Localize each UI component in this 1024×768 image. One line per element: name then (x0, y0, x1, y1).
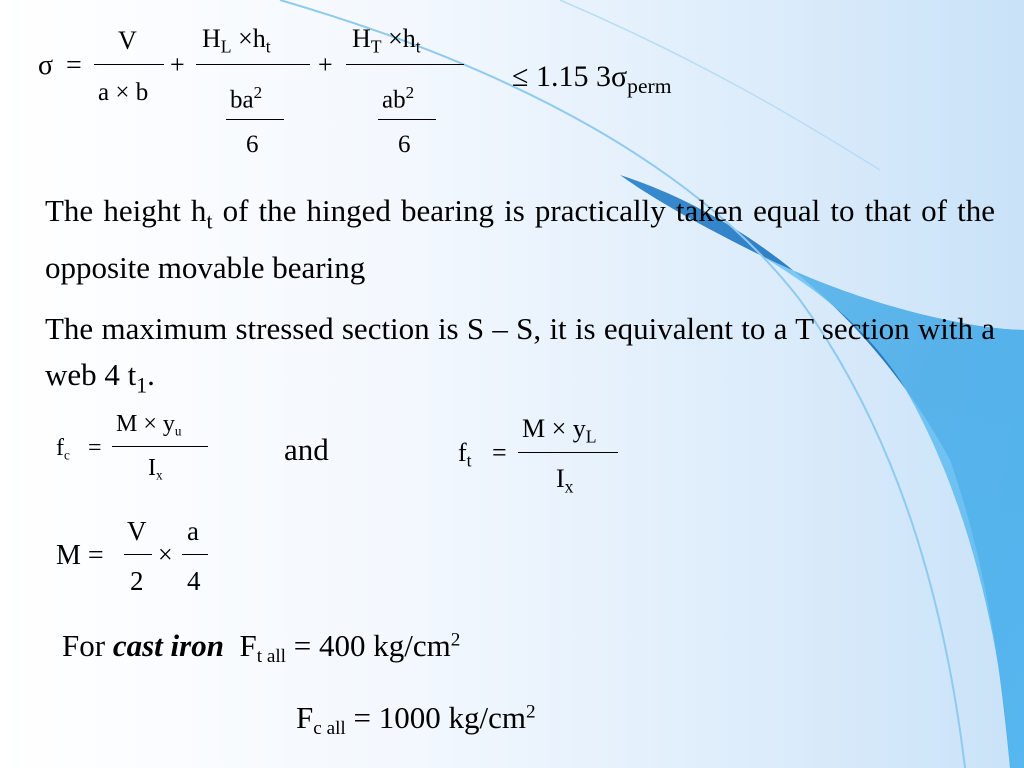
equals-sign: = (66, 50, 82, 81)
fraction-bar (346, 64, 464, 65)
equals-sign: = (492, 438, 507, 467)
plus-sign: + (170, 50, 185, 79)
equals-sign: = (88, 435, 102, 461)
ft-lhs: $f_t$ (458, 438, 472, 471)
ft-denominator: $I_x$ (556, 464, 574, 497)
fraction-bar (196, 64, 310, 65)
moment-fraction1-denominator: 2 (130, 566, 144, 596)
term3-numerator: $H_T \times h_t$ (352, 24, 421, 57)
fraction-bar (112, 446, 208, 447)
fraction-bar (94, 64, 164, 65)
cast-iron-compression-line: $F_{c all} = 1000$ $kg/cm^2$ (296, 700, 536, 740)
moment-fraction2-denominator: 4 (187, 566, 201, 596)
moment-fraction1-numerator: V (127, 516, 147, 546)
moment-fraction2-numerator: a (187, 516, 199, 546)
moment-lhs: M = (56, 540, 104, 571)
fraction-bar (182, 554, 208, 555)
fraction-bar (518, 452, 618, 453)
paragraph-bearing-height: The height $h_t$ of the hinged bearing is practically taken equal to that of the opposite movable bearing (45, 193, 995, 285)
fraction-bar (226, 119, 284, 120)
material-name: cast iron (112, 628, 224, 663)
term1-denominator: a × b (98, 79, 149, 106)
term2-denominator-bottom: 6 (246, 131, 259, 158)
paragraph-stressed-section: The maximum stressed section is S – S, it is equivalent to a T section with a web 4 $t_1$. (45, 311, 995, 398)
term1-numerator: V (118, 26, 137, 55)
cast-iron-tension-line: For cast iron $F_{t all} = 400$ $kg/cm^2$ (62, 628, 461, 668)
fc-lhs: fc (56, 435, 70, 463)
term3-denominator-bottom: 6 (398, 131, 411, 158)
plus-sign: + (318, 50, 333, 79)
ft-numerator: $M \times y_L$ (522, 414, 597, 447)
fraction-bar (124, 554, 152, 555)
inequality-rhs: ≤ 1.15 $3\sigma_{perm}$ (512, 60, 672, 98)
times-sign: × (158, 540, 173, 569)
term2-denominator-top: $ba^2$ (230, 83, 263, 114)
fc-numerator: M × yu (116, 411, 182, 439)
fraction-bar (378, 119, 436, 120)
sigma-symbol: σ (38, 50, 54, 81)
fc-denominator: Ix (148, 455, 163, 483)
term3-denominator-top: $ab^2$ (382, 83, 415, 114)
and-word: and (284, 432, 329, 467)
term2-numerator: $H_L \times h_t$ (202, 24, 271, 57)
